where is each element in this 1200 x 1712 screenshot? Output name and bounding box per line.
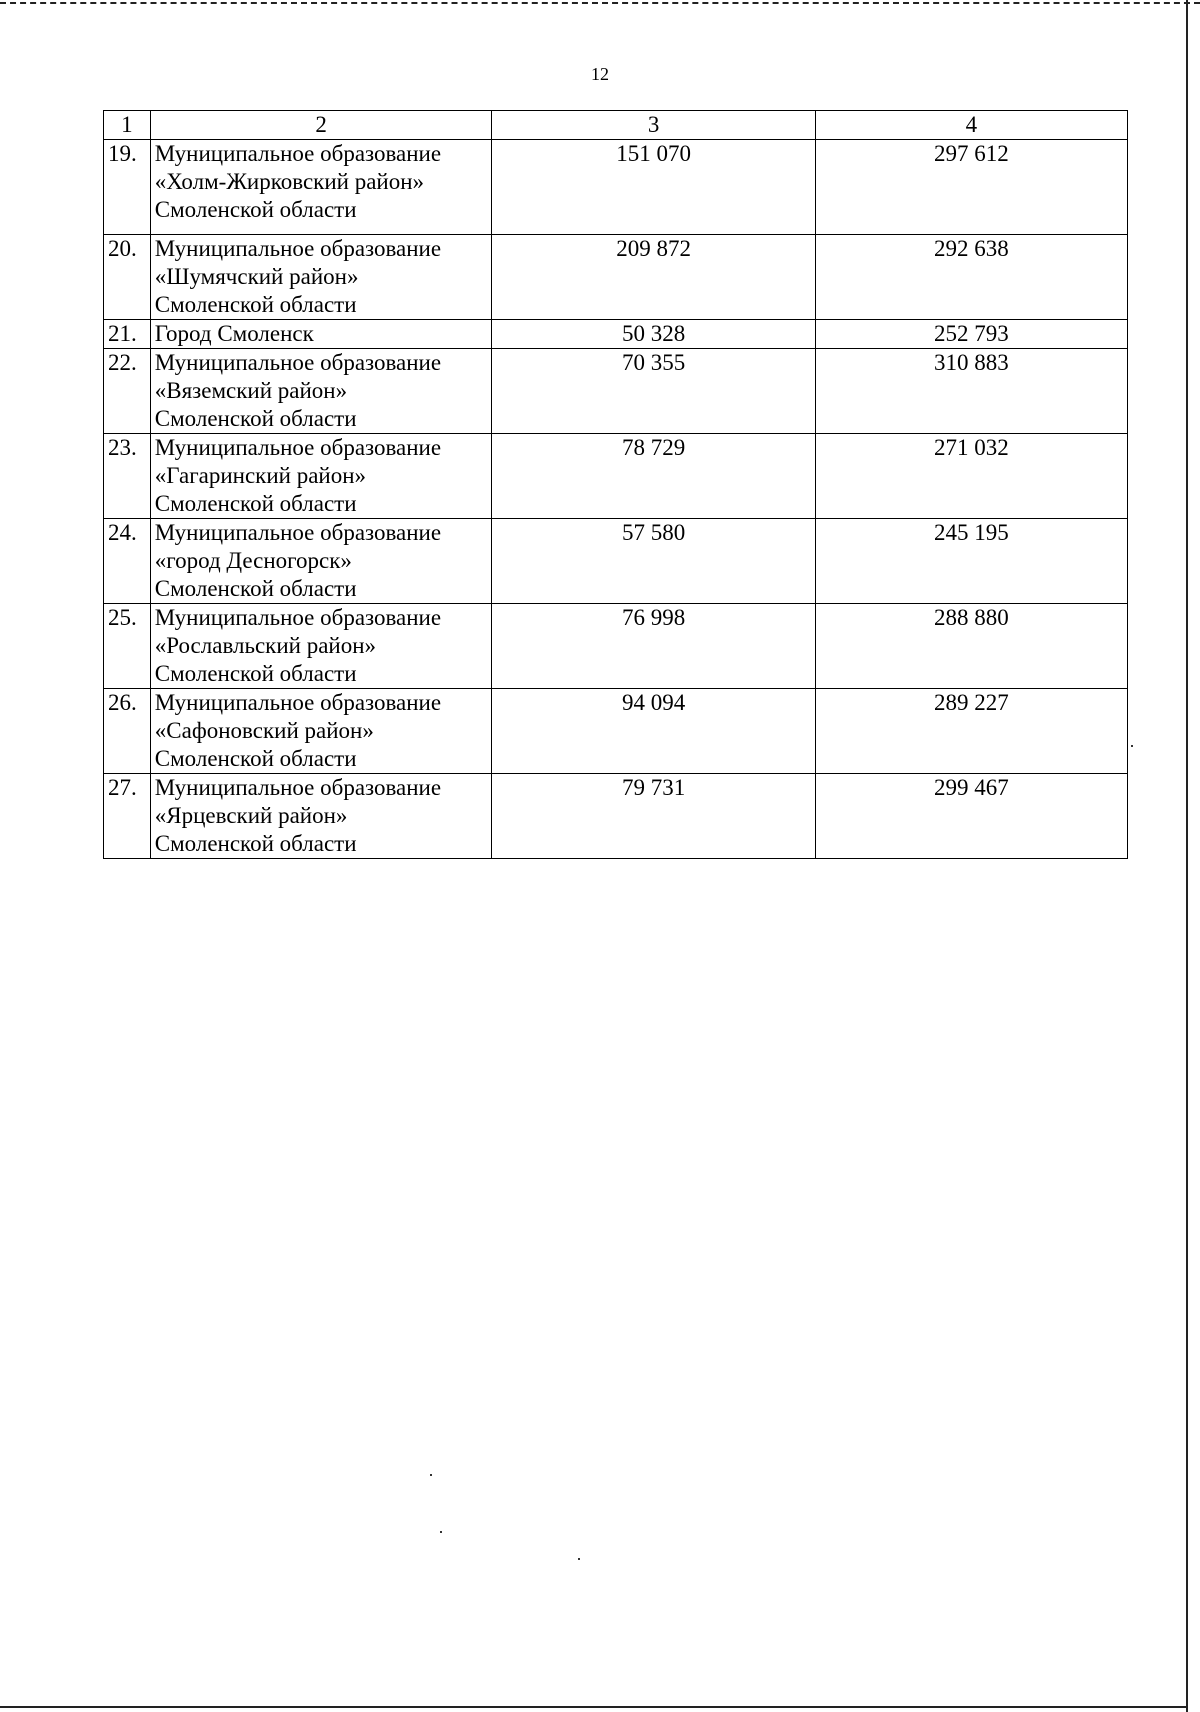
municipality-name-line: Смоленской области bbox=[154, 746, 357, 771]
column-header: 1 bbox=[104, 111, 151, 140]
municipality-name-line: Муниципальное образование bbox=[154, 775, 442, 800]
municipality-name-line: Смоленской области bbox=[154, 661, 357, 686]
value-column-4: 310 883 bbox=[815, 349, 1127, 434]
value-column-4: 252 793 bbox=[815, 320, 1127, 349]
table-row bbox=[104, 320, 1128, 349]
column-header: 2 bbox=[150, 111, 492, 140]
municipality-name-line: «Шумячский район» bbox=[154, 264, 359, 289]
column-header: 4 bbox=[815, 111, 1127, 140]
municipality-name-line: Смоленской области bbox=[154, 831, 357, 856]
municipality-name-line: «Рославльский район» bbox=[154, 633, 377, 658]
municipality-name-line: Смоленской области bbox=[154, 406, 357, 431]
value-column-4: 245 195 bbox=[815, 519, 1127, 604]
municipality-name-line: Смоленской области bbox=[154, 491, 357, 516]
table-header-row bbox=[104, 111, 1128, 140]
municipality-name-line: Смоленской области bbox=[154, 197, 357, 222]
table-row bbox=[104, 349, 1128, 434]
table-row bbox=[104, 774, 1128, 859]
municipality-name bbox=[150, 519, 492, 604]
table-row bbox=[104, 604, 1128, 689]
table-row bbox=[104, 519, 1128, 604]
value-column-4: 271 032 bbox=[815, 434, 1127, 519]
scan-right-border bbox=[1186, 0, 1188, 1712]
municipality-name-line: Муниципальное образование bbox=[154, 605, 442, 630]
scan-speck bbox=[440, 1531, 442, 1533]
value-column-3: 50 328 bbox=[492, 320, 815, 349]
value-column-3: 151 070 bbox=[492, 140, 815, 235]
scan-top-border bbox=[0, 2, 1200, 4]
table-body bbox=[104, 140, 1128, 859]
value-column-3: 78 729 bbox=[492, 434, 815, 519]
value-column-4: 289 227 bbox=[815, 689, 1127, 774]
municipality-name-line: Муниципальное образование bbox=[154, 141, 442, 166]
row-number: 21. bbox=[104, 320, 151, 349]
value-column-4: 292 638 bbox=[815, 235, 1127, 320]
municipality-name-line: «город Десногорск» bbox=[154, 548, 352, 573]
municipality-name-line: Город Смоленск bbox=[154, 321, 314, 346]
value-column-3: 70 355 bbox=[492, 349, 815, 434]
municipality-name-line: «Вяземский район» bbox=[154, 378, 348, 403]
value-column-4: 299 467 bbox=[815, 774, 1127, 859]
municipality-name bbox=[150, 689, 492, 774]
municipality-name-line: «Ярцевский район» bbox=[154, 803, 348, 828]
row-number: 22. bbox=[104, 349, 151, 434]
row-number: 24. bbox=[104, 519, 151, 604]
municipality-name bbox=[150, 349, 492, 434]
municipality-name-line: «Гагаринский район» bbox=[154, 463, 367, 488]
value-column-4: 297 612 bbox=[815, 140, 1127, 235]
scan-speck bbox=[1131, 745, 1133, 747]
municipality-name-line: «Холм-Жирковский район» bbox=[154, 169, 425, 194]
scan-speck bbox=[430, 1474, 432, 1476]
value-column-3: 79 731 bbox=[492, 774, 815, 859]
municipality-name-line: Муниципальное образование bbox=[154, 236, 442, 261]
value-column-3: 94 094 bbox=[492, 689, 815, 774]
page-number: 12 bbox=[591, 64, 609, 84]
value-column-3: 209 872 bbox=[492, 235, 815, 320]
data-table bbox=[103, 110, 1128, 859]
table-row bbox=[104, 235, 1128, 320]
scan-bottom-border bbox=[0, 1706, 1188, 1708]
municipality-name bbox=[150, 140, 492, 235]
municipality-name bbox=[150, 604, 492, 689]
municipality-name-line: «Сафоновский район» bbox=[154, 718, 374, 743]
municipality-name-line: Муниципальное образование bbox=[154, 435, 442, 460]
scan-speck bbox=[578, 1558, 580, 1560]
table-row bbox=[104, 689, 1128, 774]
municipality-name bbox=[150, 434, 492, 519]
table-row bbox=[104, 140, 1128, 235]
municipality-name bbox=[150, 774, 492, 859]
value-column-3: 76 998 bbox=[492, 604, 815, 689]
municipality-name bbox=[150, 320, 492, 349]
table-row bbox=[104, 434, 1128, 519]
row-number: 19. bbox=[104, 140, 151, 235]
row-number: 27. bbox=[104, 774, 151, 859]
municipality-name-line: Смоленской области bbox=[154, 292, 357, 317]
row-number: 26. bbox=[104, 689, 151, 774]
municipality-name-line: Муниципальное образование bbox=[154, 520, 442, 545]
row-number: 23. bbox=[104, 434, 151, 519]
column-header: 3 bbox=[492, 111, 815, 140]
municipality-name bbox=[150, 235, 492, 320]
municipality-name-line: Смоленской области bbox=[154, 576, 357, 601]
municipality-name-line: Муниципальное образование bbox=[154, 690, 442, 715]
row-number: 20. bbox=[104, 235, 151, 320]
row-number: 25. bbox=[104, 604, 151, 689]
municipality-name-line: Муниципальное образование bbox=[154, 350, 442, 375]
value-column-4: 288 880 bbox=[815, 604, 1127, 689]
value-column-3: 57 580 bbox=[492, 519, 815, 604]
